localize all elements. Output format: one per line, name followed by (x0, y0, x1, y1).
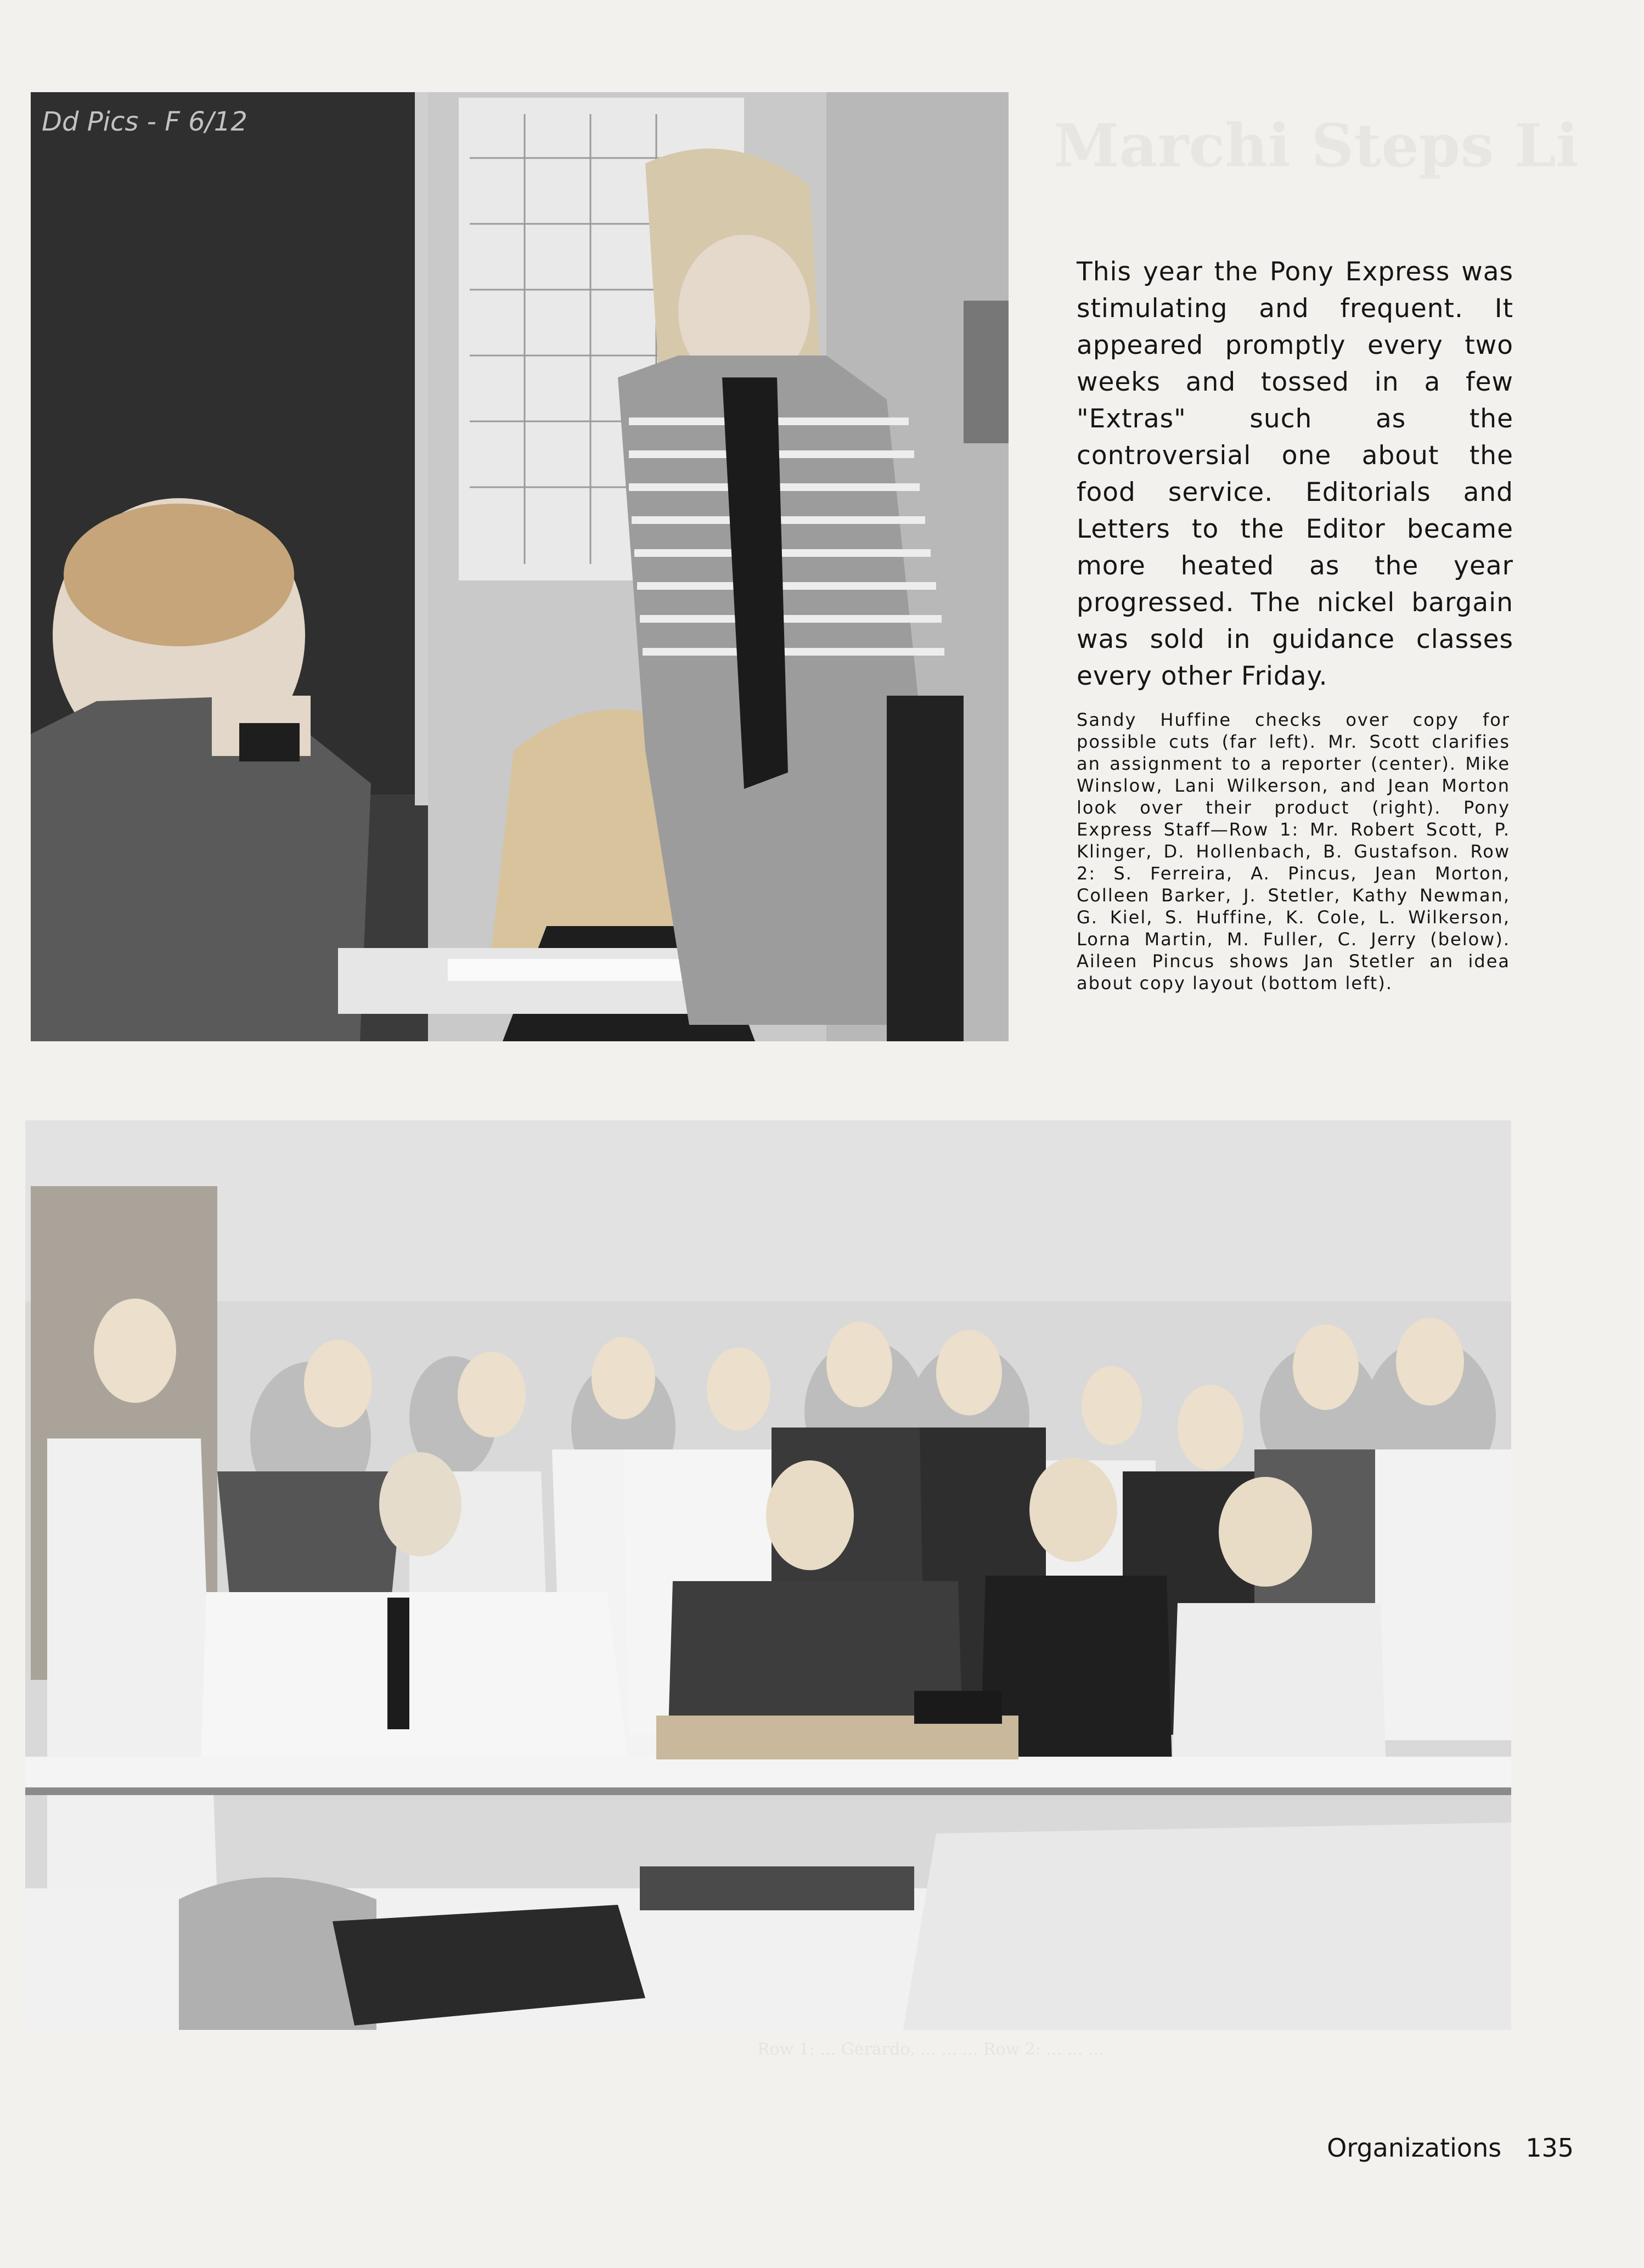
photo-pony-express-staff-group (25, 1120, 1511, 2030)
photo-caption: Sandy Huffine checks over copy for possible cuts (far left). Mr. Scott clarifies an assignment to a reporter (center). Mike Winslow, Lani Wilkerson, and Jean Morton look over their product (right). Pony Express Staff—Row 1: Mr. Robert Scott, P. Klinger, D. Hollenbach, B. Gustafson. Row 2: S. Ferreira, A. Pincus, Jean Morton, Colleen Barker, J. Stetler, Kathy Newman, G. Kiel, S. Huffine, K. Cole, L. Wilkerson, Lorna Martin, M. Fuller, C. Jerry (below). Aileen Pincus shows Jan Stetler an idea about copy layout (bottom left). (1077, 709, 1510, 994)
chalkboard-writing: Dd Pics - F 6/12 (42, 106, 247, 137)
bleed-through-heading: Marchi Steps Li (1054, 111, 1579, 180)
page-footer (1327, 2133, 1574, 2163)
page-number: 135 (1525, 2133, 1574, 2163)
bleed-through-caption: Row 1: ... Gerardo, ... ... ... Row 2: ... ... ... (757, 2040, 1104, 2059)
photo-newspaper-staff-at-desk (31, 92, 1009, 1041)
article-body: This year the Pony Express was stimulating and frequent. It appeared promptly every two weeks and tossed in a few "Extras" such as the controversial one about the food service. Editorials and Letters to the Editor became more heated as the year progressed. The nickel bargain was sold in guidance classes every other Friday. (1077, 257, 1513, 691)
section-name: Organizations (1327, 2133, 1502, 2163)
